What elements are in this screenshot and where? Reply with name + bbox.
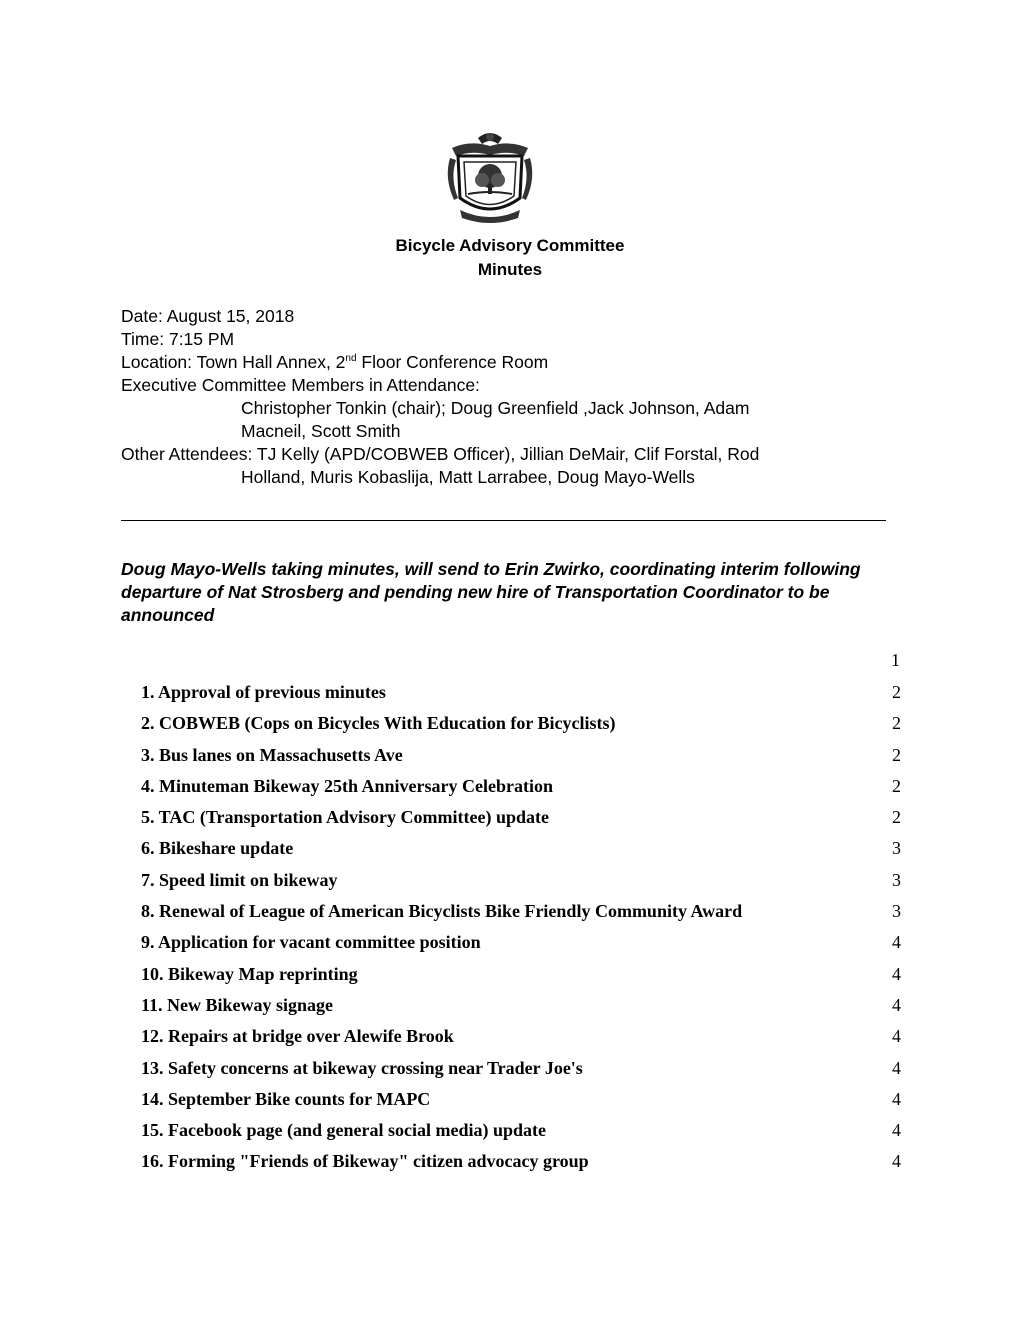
toc-item[interactable] bbox=[141, 1088, 901, 1119]
toc-item-label: 2. COBWEB (Cops on Bicycles With Education for Bicyclists) bbox=[141, 713, 616, 734]
table-of-contents bbox=[141, 681, 901, 1182]
toc-item-page: 2 bbox=[892, 682, 901, 702]
other-attendees-line-1: Other Attendees: TJ Kelly (APD/COBWEB Officer), Jillian DeMair, Clif Forstal, Rod bbox=[121, 444, 760, 464]
toc-item[interactable] bbox=[141, 1057, 901, 1088]
document-subtitle: Minutes bbox=[477, 260, 543, 279]
toc-item[interactable] bbox=[141, 837, 901, 868]
toc-item[interactable] bbox=[141, 712, 901, 743]
toc-item[interactable] bbox=[141, 900, 901, 931]
toc-item[interactable] bbox=[141, 931, 901, 962]
toc-item-label: 9. Application for vacant committee position bbox=[141, 932, 481, 953]
toc-item-page: 2 bbox=[892, 775, 901, 796]
toc-item-label: 10. Bikeway Map reprinting bbox=[141, 963, 358, 984]
toc-item-label: 16. Forming "Friends of Bikeway" citizen advocacy group bbox=[141, 1151, 589, 1172]
toc-item-page: 4 bbox=[892, 994, 901, 1015]
toc-item[interactable] bbox=[141, 1025, 901, 1056]
meeting-date: Date: August 15, 2018 bbox=[121, 306, 295, 326]
toc-item-label: 8. Renewal of League of American Bicyclists Bike Friendly Community Award bbox=[141, 901, 743, 922]
other-attendees-line-2: Holland, Muris Kobaslija, Matt Larrabee, Doug Mayo-Wells bbox=[241, 467, 695, 487]
toc-item-label: 15. Facebook page (and general social media) update bbox=[141, 1120, 546, 1141]
toc-item-page: 4 bbox=[892, 1057, 901, 1078]
toc-item-label: 1. Approval of previous minutes bbox=[141, 682, 386, 702]
toc-item[interactable] bbox=[141, 869, 901, 900]
toc-item-label: 4. Minuteman Bikeway 25th Anniversary Celebration bbox=[141, 775, 553, 796]
toc-item[interactable] bbox=[141, 681, 901, 712]
toc-item-label: 3. Bus lanes on Massachusetts Ave bbox=[141, 744, 403, 765]
minutes-note: Doug Mayo-Wells taking minutes, will send to Erin Zwirko, coordinating interim following departure of Nat Strosberg and pending new hire of Transportation Coordinator to be announced bbox=[121, 559, 861, 625]
meeting-time: Time: 7:15 PM bbox=[121, 329, 235, 349]
toc-item-page: 4 bbox=[892, 932, 901, 953]
toc-item[interactable] bbox=[141, 806, 901, 837]
toc-item-page: 3 bbox=[892, 838, 901, 859]
toc-item[interactable] bbox=[141, 1119, 901, 1150]
toc-item-page: 4 bbox=[892, 963, 901, 984]
toc-item-label: 14. September Bike counts for MAPC bbox=[141, 1088, 431, 1109]
toc-item-label: 12. Repairs at bridge over Alewife Brook bbox=[141, 1026, 454, 1047]
location-prefix: Location: Town Hall Annex, 2 bbox=[121, 352, 346, 372]
toc-item-label: 7. Speed limit on bikeway bbox=[141, 869, 338, 890]
toc-item-label: 5. TAC (Transportation Advisory Committee) update bbox=[141, 807, 549, 828]
town-seal-logo bbox=[440, 128, 540, 228]
toc-item-page: 3 bbox=[892, 869, 901, 890]
toc-item[interactable] bbox=[141, 994, 901, 1025]
toc-item-page: 4 bbox=[892, 1088, 901, 1109]
toc-first-page-number: 1 bbox=[891, 650, 900, 670]
exec-members-label: Executive Committee Members in Attendance: bbox=[121, 375, 480, 395]
divider-line bbox=[121, 520, 886, 521]
toc-item-page: 2 bbox=[892, 744, 901, 765]
toc-item[interactable] bbox=[141, 775, 901, 806]
toc-item-page: 3 bbox=[892, 901, 901, 922]
exec-members-line-2: Macneil, Scott Smith bbox=[241, 421, 401, 441]
document-title: Bicycle Advisory Committee bbox=[395, 236, 625, 255]
toc-item-label: 11. New Bikeway signage bbox=[141, 994, 334, 1015]
location-suffix: Floor Conference Room bbox=[356, 352, 549, 372]
toc-item-page: 4 bbox=[892, 1120, 901, 1141]
toc-item[interactable] bbox=[141, 744, 901, 775]
toc-item-label: 13. Safety concerns at bikeway crossing near Trader Joe's bbox=[141, 1057, 583, 1078]
toc-item-page: 4 bbox=[892, 1151, 901, 1172]
location-superscript: nd bbox=[345, 353, 357, 365]
toc-item-label: 6. Bikeshare update bbox=[141, 838, 294, 859]
exec-members-line-1: Christopher Tonkin (chair); Doug Greenfield ,Jack Johnson, Adam bbox=[241, 398, 750, 418]
toc-item[interactable] bbox=[141, 1150, 901, 1181]
toc-item-page: 2 bbox=[892, 713, 901, 734]
toc-item-page: 4 bbox=[892, 1026, 901, 1047]
meeting-location bbox=[121, 351, 548, 374]
toc-item[interactable] bbox=[141, 963, 901, 994]
toc-item-page: 2 bbox=[892, 807, 901, 828]
